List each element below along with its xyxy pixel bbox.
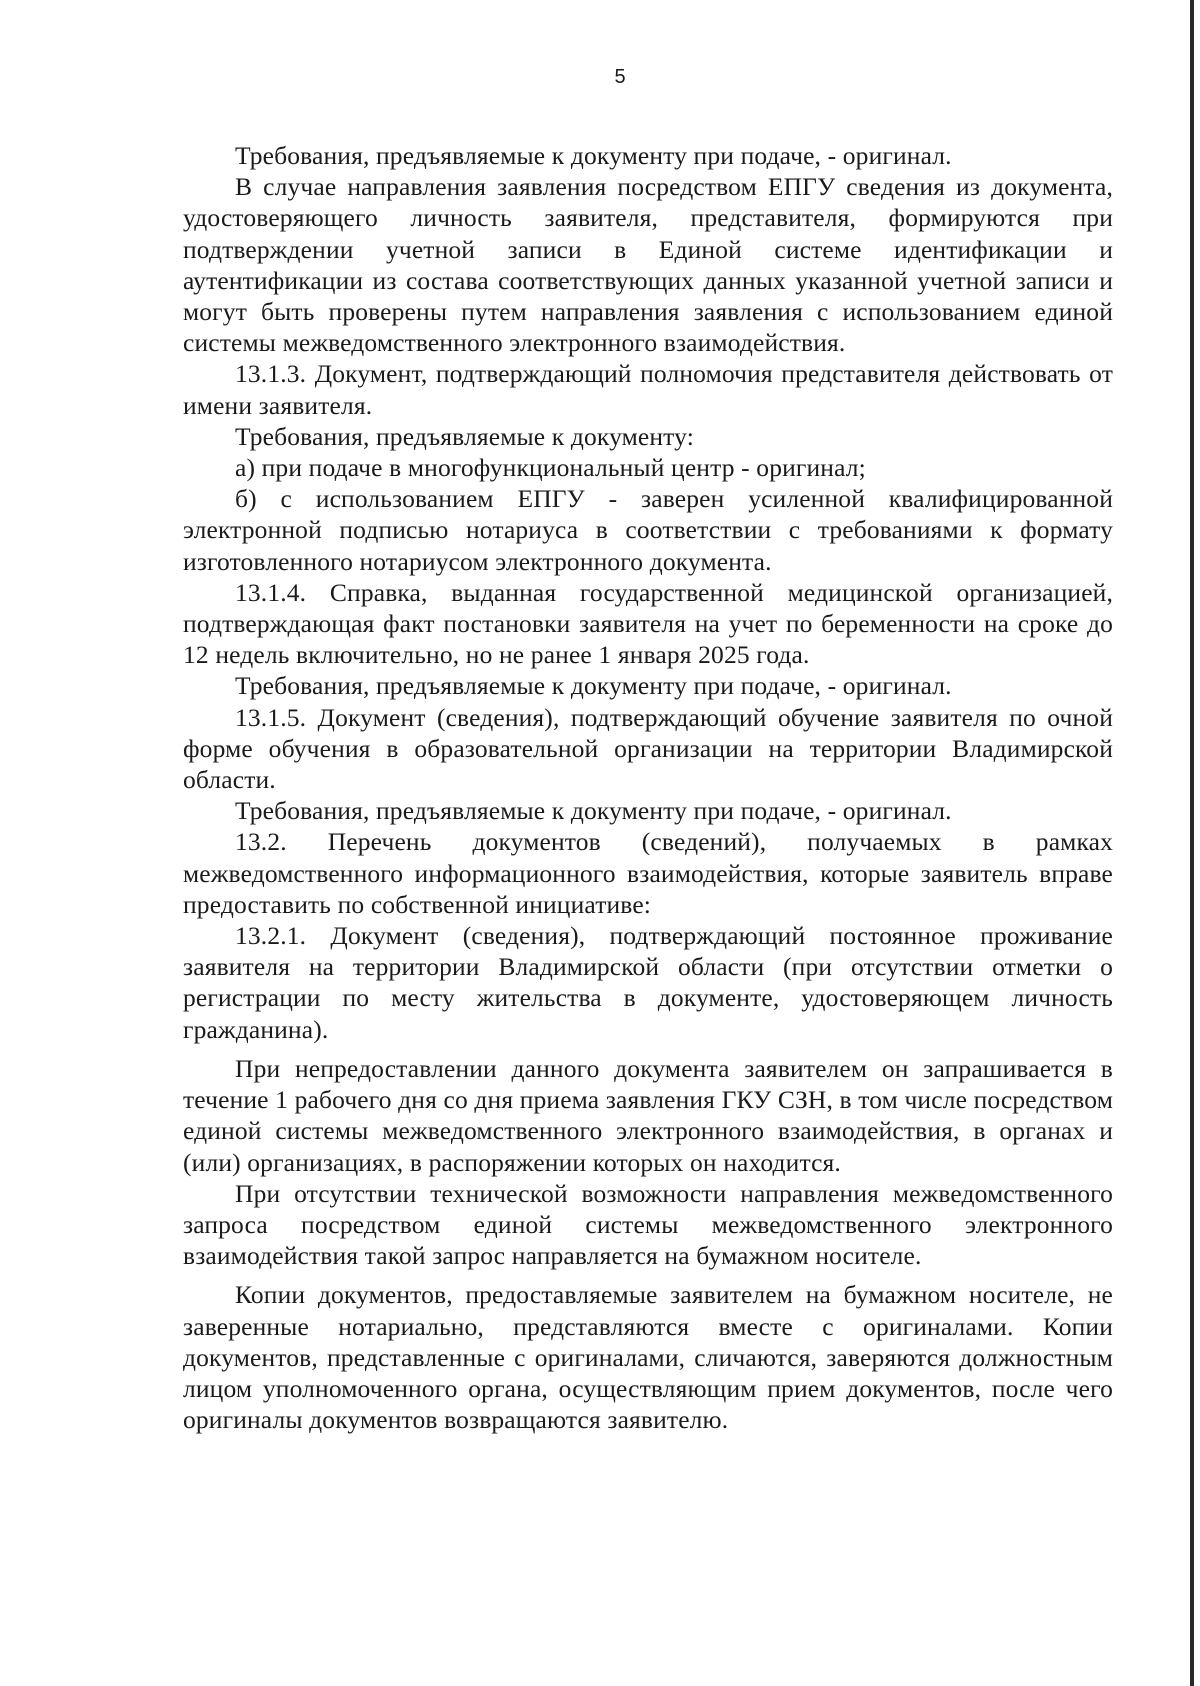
paragraph-13-1-4: 13.1.4. Справка, выданная государственной медицинской организацией, подтверждающая факт постановки заявителя на учет по беременности на сроке до 12 недель включительно, но не ранее 1 января 2025 года. <box>183 577 1113 670</box>
paragraph-13-2: 13.2. Перечень документов (сведений), получаемых в рамках межведомственного информационного взаимодействия, которые заявитель вправе предоставить по собственной инициативе: <box>183 827 1113 919</box>
paragraph-13-2-1: 13.2.1. Документ (сведения), подтверждающий постоянное проживание заявителя на территории Владимирской области (при отсутствии отметки о регистрации по месту жительства в документе, удостоверяющем личность гражданина). <box>183 921 1113 1044</box>
paragraph-requirements-original: Требования, предъявляемые к документу при подаче, - оригинал. <box>235 671 952 701</box>
paragraph-copies: Копии документов, предоставляемые заявителем на бумажном носителе, не заверенные нотариально, представляются вместе с оригиналами. Копии документов, представленные с оригиналами, сличаются, заверяются должностным лицом уполномоченного органа, осуществляющим прием документов, после чего оригиналы документов возвращаются заявителю. <box>183 1280 1113 1435</box>
paragraph-requirements-original: Требования, предъявляемые к документу при подаче, - оригинал. <box>235 141 952 170</box>
paragraph-13-1-5: 13.1.5. Документ (сведения), подтверждающий обучение заявителя по очной форме обучения в образовательной организации на территории Владимирской области. <box>183 702 1113 795</box>
scan-edge-line <box>1190 0 1194 1686</box>
paragraph-13-1-3: 13.1.3. Документ, подтверждающий полномочия представителя действовать от имени заявителя. <box>183 359 1113 420</box>
paragraph-item-a: а) при подаче в многофункциональный центр - оригинал; <box>235 453 866 483</box>
document-body <box>183 140 1113 1435</box>
paragraph-requirements-header: Требования, предъявляемые к документу: <box>235 421 694 451</box>
page-number: 5 <box>614 66 626 88</box>
paragraph-non-submission: При непредоставлении данного документа заявителем он запрашивается в течение 1 рабочего дня со дня приема заявления ГКУ СЗН, в том числе посредством единой системы межведомственного электронного взаимодействия, в органах и (или) организациях, в распоряжении которых он находится. <box>183 1053 1113 1177</box>
paragraph-no-technical-possibility: При отсутствии технической возможности направления межведомственного запроса посредством единой системы межведомственного электронного взаимодействия такой запрос направляется на бумажном носителе. <box>183 1178 1113 1271</box>
paragraph-requirements-original: Требования, предъявляемые к документу при подаче, - оригинал. <box>235 796 952 826</box>
paragraph-epgu-identity: В случае направления заявления посредством ЕПГУ сведения из документа, удостоверяющего личность заявителя, представителя, формируются при подтверждении учетной записи в Единой системе идентификации и аутентификации из состава соответствующих данных указанной учетной записи и могут быть проверены путем направления заявления с использованием единой системы межведомственного электронного взаимодействия. <box>183 172 1113 358</box>
paragraph-item-b: б) с использованием ЕПГУ - заверен усиленной квалифицированной электронной подписью нотариуса в соответствии с требованиями к формату изготовленного нотариусом электронного документа. <box>183 484 1113 576</box>
